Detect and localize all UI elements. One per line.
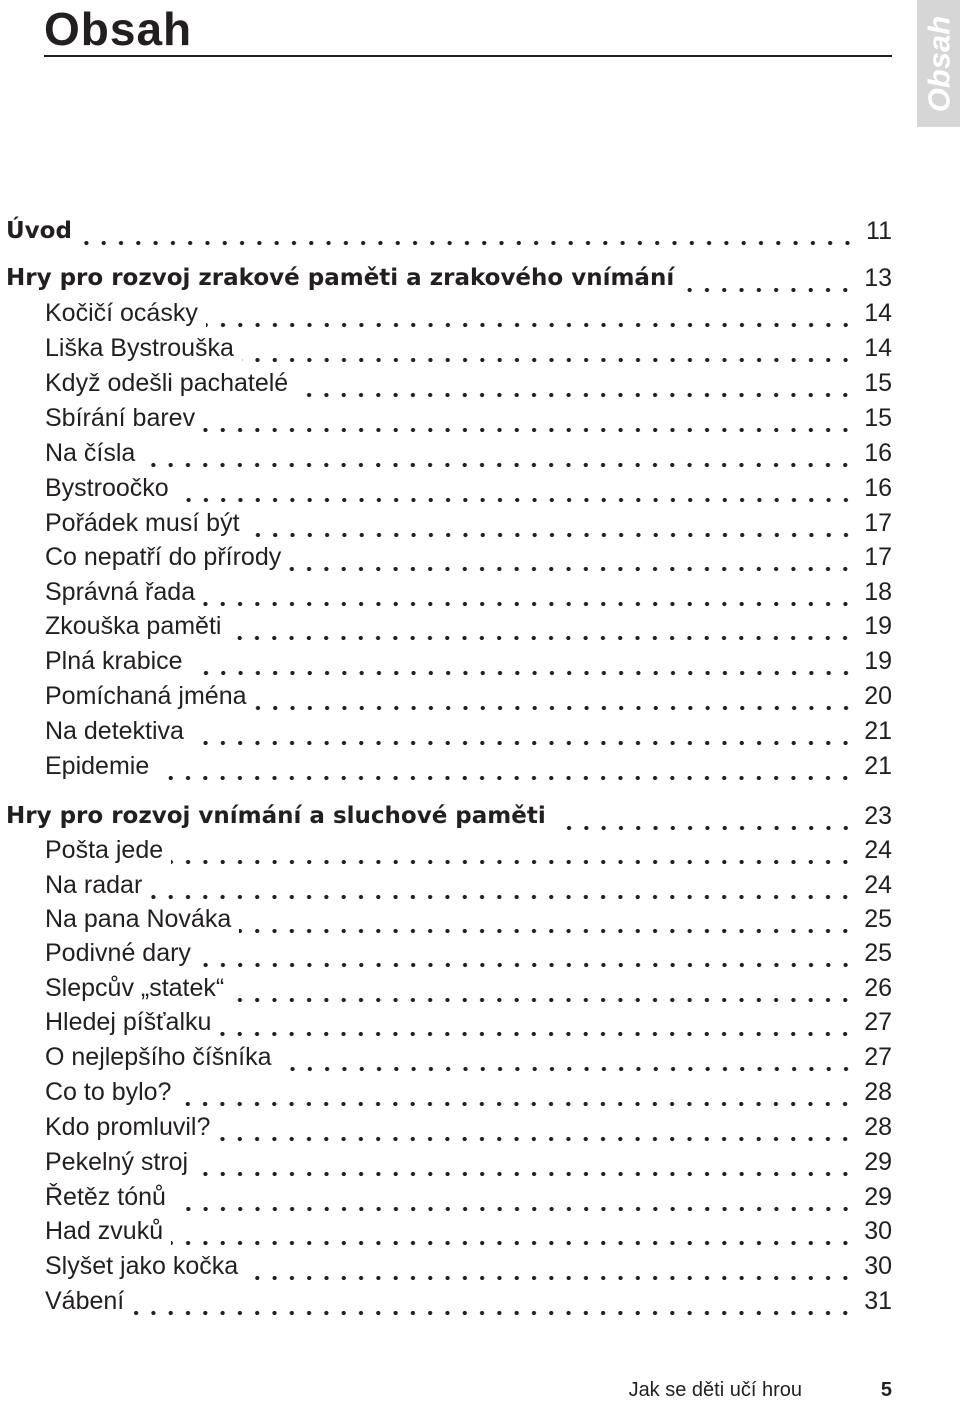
toc-dot-leader [289, 542, 854, 572]
toc-dot-leader [232, 973, 854, 1003]
toc-dot-leader [242, 333, 854, 363]
toc-entry-page: 26 [864, 974, 892, 1002]
toc-entry-title: Pošta jede [45, 836, 164, 864]
toc-dot-leader [196, 1147, 854, 1177]
toc-entry-page: 30 [864, 1217, 892, 1245]
toc-entry [45, 538, 892, 572]
toc-entry-title: Kdo promluvil? [45, 1113, 211, 1141]
toc-entry-page: 28 [864, 1113, 892, 1141]
toc-entry-page: 16 [864, 474, 892, 502]
toc-dot-leader [177, 473, 855, 503]
toc-entry [45, 969, 892, 1003]
toc-entry-title: Na radar [45, 871, 143, 899]
toc-entry [45, 469, 892, 503]
toc-entry-page: 15 [864, 404, 892, 432]
toc-entry-title: Když odešli pachatelé [45, 369, 289, 397]
toc-dot-leader [246, 1251, 854, 1281]
toc-entry-page: 11 [866, 217, 892, 245]
toc-dot-leader [255, 681, 855, 711]
side-tab-label: Obsah [921, 15, 956, 112]
toc-entry-page: 25 [864, 905, 892, 933]
toc-entry-title: O nejlepšího číšníka [45, 1043, 272, 1071]
toc-entry-page: 16 [864, 439, 892, 467]
toc-entry-title: Slepcův „statek“ [45, 974, 225, 1002]
toc-dot-leader [171, 835, 854, 865]
toc-entry-title: Podivné dary [45, 939, 191, 967]
toc-entry-page: 27 [864, 1008, 892, 1036]
toc-section-heading [6, 797, 892, 831]
toc-dot-leader [229, 611, 854, 641]
toc-entry-page: 31 [864, 1287, 892, 1315]
toc-entry-page: 27 [864, 1043, 892, 1071]
toc-entry-page: 23 [864, 802, 892, 830]
toc-dot-leader [143, 438, 854, 468]
toc-entry-page: 19 [864, 647, 892, 675]
toc-dot-leader [280, 1042, 855, 1072]
toc-entry-title: Pořádek musí být [45, 509, 240, 537]
toc-entry-title: Pekelný stroj [45, 1148, 189, 1176]
toc-entry-page: 21 [864, 752, 892, 780]
toc-dot-leader [132, 1286, 854, 1316]
toc-entry [45, 642, 892, 676]
toc-entry-page: 13 [864, 264, 892, 292]
toc-entry-title: Bystroočko [45, 474, 169, 502]
toc-entry-page: 24 [864, 836, 892, 864]
toc-entry-title: Sbírání barev [45, 404, 196, 432]
toc-entry-page: 14 [864, 334, 892, 362]
toc-entry-page: 30 [864, 1252, 892, 1280]
toc-entry-page: 29 [864, 1183, 892, 1211]
toc-dot-leader [203, 403, 854, 433]
toc-entry-title: Řetěz tónů [45, 1183, 166, 1211]
toc-entry-page: 24 [864, 871, 892, 899]
toc-dot-leader [174, 1182, 854, 1212]
toc-entry [45, 866, 892, 900]
toc-dot-leader [219, 1007, 854, 1037]
toc-entry [45, 1108, 892, 1142]
toc-dot-leader [80, 216, 856, 246]
toc-entry [45, 900, 892, 934]
toc-dot-leader [203, 577, 854, 607]
toc-entry-page: 25 [864, 939, 892, 967]
toc-dot-leader [191, 646, 855, 676]
toc-dot-leader [157, 751, 854, 781]
toc-entry [45, 607, 892, 641]
toc-entry [45, 934, 892, 968]
toc-entry [45, 573, 892, 607]
toc-entry [45, 747, 892, 781]
toc-dot-leader [171, 1216, 854, 1246]
toc-entry [45, 712, 892, 746]
toc-dot-leader [179, 1077, 854, 1107]
toc-entry-page: 18 [864, 578, 892, 606]
toc-entry-title: Pomíchaná jména [45, 682, 247, 710]
toc-entry-page: 15 [864, 369, 892, 397]
toc-entry [45, 1282, 892, 1316]
toc-entry-title: Hry pro rozvoj zrakové paměti a zrakového vnímání [6, 265, 675, 291]
toc-entry-title: Co nepatří do přírody [45, 543, 282, 571]
toc-entry-page: 14 [864, 299, 892, 327]
footer-book-title: Jak se děti učí hrou [628, 1379, 802, 1401]
toc-entry [45, 434, 892, 468]
toc-entry-page: 21 [864, 717, 892, 745]
toc-dot-leader [296, 368, 854, 398]
toc-entry [45, 677, 892, 711]
toc-entry [45, 294, 892, 328]
toc-dot-leader [206, 298, 854, 328]
toc-entry-title: Hledej píšťalku [45, 1008, 212, 1036]
toc-dot-leader [554, 801, 854, 831]
toc-entry-title: Na detektiva [45, 717, 184, 745]
toc-entry-title: Had zvuků [45, 1217, 164, 1245]
toc-entry-title: Úvod [6, 218, 72, 244]
toc-dot-leader [218, 1112, 854, 1142]
toc-entry [45, 1038, 892, 1072]
toc-entry-page: 19 [864, 612, 892, 640]
toc-entry-title: Na čísla [45, 439, 136, 467]
toc-dot-leader [239, 904, 854, 934]
toc-section-heading [6, 259, 892, 293]
toc-entry [45, 831, 892, 865]
toc-entry [45, 504, 892, 538]
toc-section-heading [6, 212, 892, 246]
toc-entry-page: 20 [864, 682, 892, 710]
toc-entry [45, 1143, 892, 1177]
toc-entry-page: 17 [864, 509, 892, 537]
page-title: Obsah [44, 3, 193, 55]
toc-entry-page: 29 [864, 1148, 892, 1176]
toc-dot-leader [248, 508, 855, 538]
toc-entry [45, 1247, 892, 1281]
toc-entry-title: Plná krabice [45, 647, 183, 675]
toc-entry [45, 1178, 892, 1212]
toc-entry [45, 1212, 892, 1246]
toc-entry-title: Co to bylo? [45, 1078, 172, 1106]
toc-entry [45, 329, 892, 363]
toc-entry-title: Hry pro rozvoj vnímání a sluchové paměti [6, 803, 546, 829]
toc-entry-title: Kočičí ocásky [45, 299, 198, 327]
toc-dot-leader [682, 263, 854, 293]
toc-entry [45, 1003, 892, 1037]
toc-entry-title: Epidemie [45, 752, 150, 780]
toc-entry-page: 17 [864, 543, 892, 571]
toc-entry-title: Správná řada [45, 578, 196, 606]
toc-entry-title: Slyšet jako kočka [45, 1252, 239, 1280]
toc-entry-title: Vábení [45, 1287, 125, 1315]
toc-dot-leader [150, 870, 854, 900]
toc-entry-title: Zkouška paměti [45, 612, 222, 640]
toc-entry-title: Liška Bystrouška [45, 334, 234, 362]
toc-entry [45, 399, 892, 433]
toc-entry [45, 364, 892, 398]
toc-dot-leader [199, 938, 854, 968]
footer-page-number: 5 [880, 1379, 892, 1401]
toc-dot-leader [192, 716, 854, 746]
toc-entry-title: Na pana Nováka [45, 905, 232, 933]
toc-entry [45, 1073, 892, 1107]
toc-entry-page: 28 [864, 1078, 892, 1106]
